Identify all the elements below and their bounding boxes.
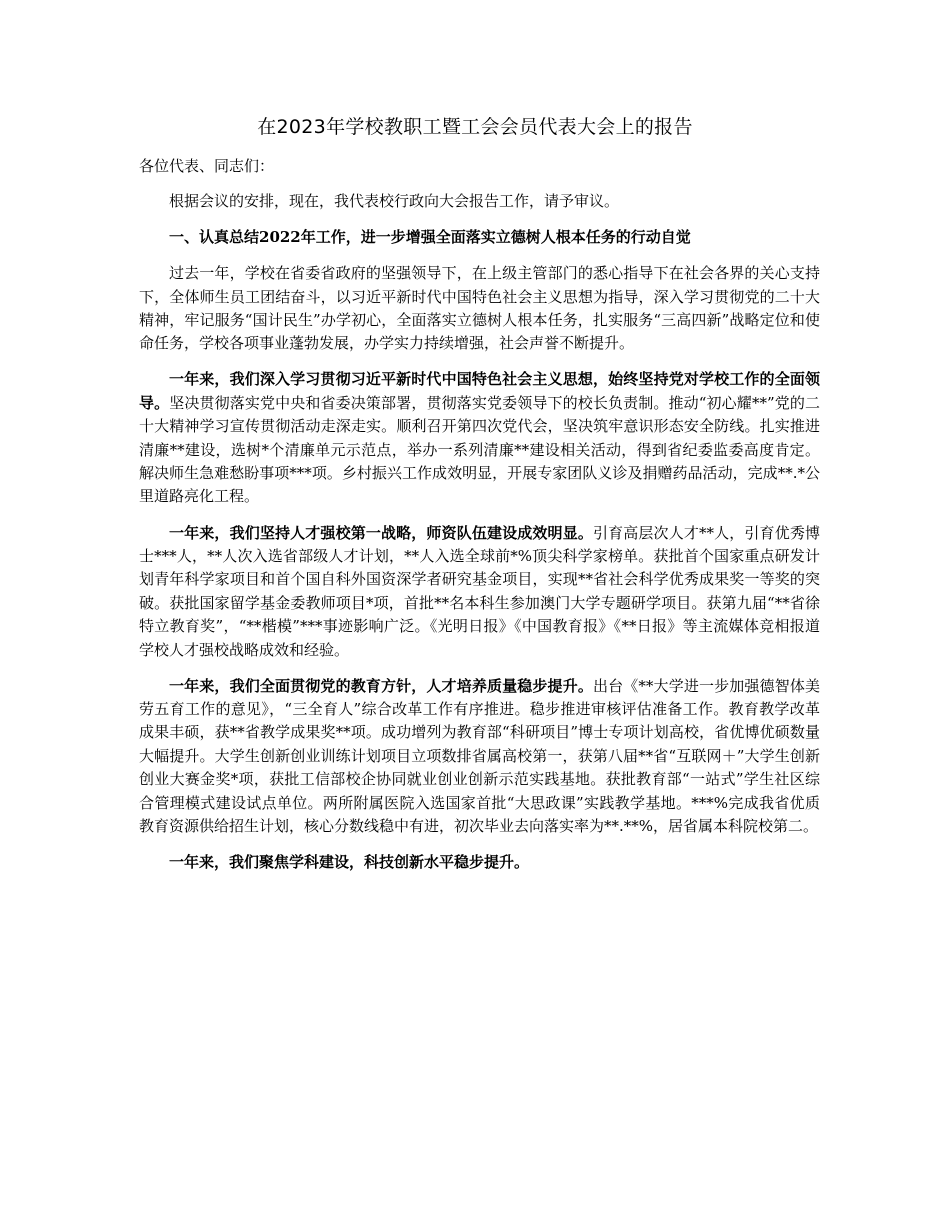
paragraph-education-quality xyxy=(139,675,820,839)
intro-paragraph: 根据会议的安排，现在，我代表校行政向大会报告工作，请予审议。 xyxy=(169,191,620,210)
document-body xyxy=(139,155,820,887)
paragraph-party-leadership xyxy=(139,368,820,508)
paragraph-body-text: 出台《**大学进一步加强德智体美劳五育工作的意见》，“三全育人”综合改革工作有序推进。稳步推进审核评估准备工作。教育教学改革成果丰硕，获**省教学成果奖**项。成功增列为教育部“科研项目”博士专项计划高校，省优博优硕数量大幅提升。大学生创新创业训练计划项目立项数排省属高校第一，获第八届**省“互联网＋”大学生创新创业大赛金奖*项，获批工信部校企协同就业创业创新示范实践基地。获批教育部“一站式”学生社区综合管理模式建设试点单位。两所附属医院入选国家首批“大思政课”实践教学基地。***%完成我省优质教育资源供给招生计划，核心分数线稳中有进，初次毕业去向落实率为**.**%，居省属本科院校第二。 xyxy=(139,676,820,836)
salutation: 各位代表、同志们： xyxy=(139,157,275,175)
paragraph-body-text: 引育高层次人才**人，引育优秀博士***人，**人次入选省部级人才计划，**人入选全球前*%顶尖科学家榜单。获批首个国家重点研发计划青年科学家项目和首个国自科外国资深学者研究基金项目，实现**省社会科学优秀成果奖一等奖的突破。获批国家留学基金委教师项目*项，首批**名本科生参加澳门大学专题研学项目。获第九届“**省徐特立教育奖”，“**楷模”***事迹影响广泛。《光明日报》《中国教育报》《**日报》等主流媒体竞相报道学校人才强校战略成效和经验。 xyxy=(139,523,820,659)
paragraph-lead-text: 一年来，我们聚焦学科建设，科技创新水平稳步提升。 xyxy=(169,853,530,872)
section-heading-1: 一、认真总结2022年工作，进一步增强全面落实立德树人根本任务的行动自觉 xyxy=(169,228,691,246)
paragraph-talent-strategy xyxy=(139,522,820,662)
paragraph-overview: 过去一年，学校在省委省政府的坚强领导下，在上级主管部门的悉心指导下在社会各界的关心支持下，全体师生员工团结奋斗，以习近平新时代中国特色社会主义思想为指导，深入学习贯彻党的二十大精神，牢记服务“国计民生”办学初心，全面落实立德树人根本任务，扎实服务“三高四新”战略定位和使命任务，学校各项事业蓬勃发展，办学实力持续增强，社会声誉不断提升。 xyxy=(139,264,820,353)
paragraph-body-text: 坚决贯彻落实党中央和省委决策部署，贯彻落实党委领导下的校长负责制。推动“初心耀**”党的二十大精神学习宣传贯彻活动走深走实。顺利召开第四次党代会，坚决筑牢意识形态安全防线。扎实推进清廉**建设，选树*个清廉单元示范点，举办一系列清廉**建设相关活动，得到省纪委监委高度肯定。解决师生急难愁盼事项***项。乡村振兴工作成效明显，开展专家团队义诊及捐赠药品活动，完成**.*公里道路亮化工程。 xyxy=(139,393,820,506)
paragraph-lead-text: 一年来，我们深入学习贯彻习近平新时代中国特色社会主义思想，始终坚持党对学校工作的全面领导。 xyxy=(139,370,820,412)
paragraph-lead-text: 一年来，我们坚持人才强校第一战略，师资队伍建设成效明显。 xyxy=(169,523,593,542)
paragraph-lead-text: 一年来，我们全面贯彻党的教育方针，人才培养质量稳步提升。 xyxy=(169,676,593,695)
document-title: 在2023年学校教职工暨工会会员代表大会上的报告 xyxy=(257,116,693,138)
paragraph-discipline-building xyxy=(139,851,820,874)
